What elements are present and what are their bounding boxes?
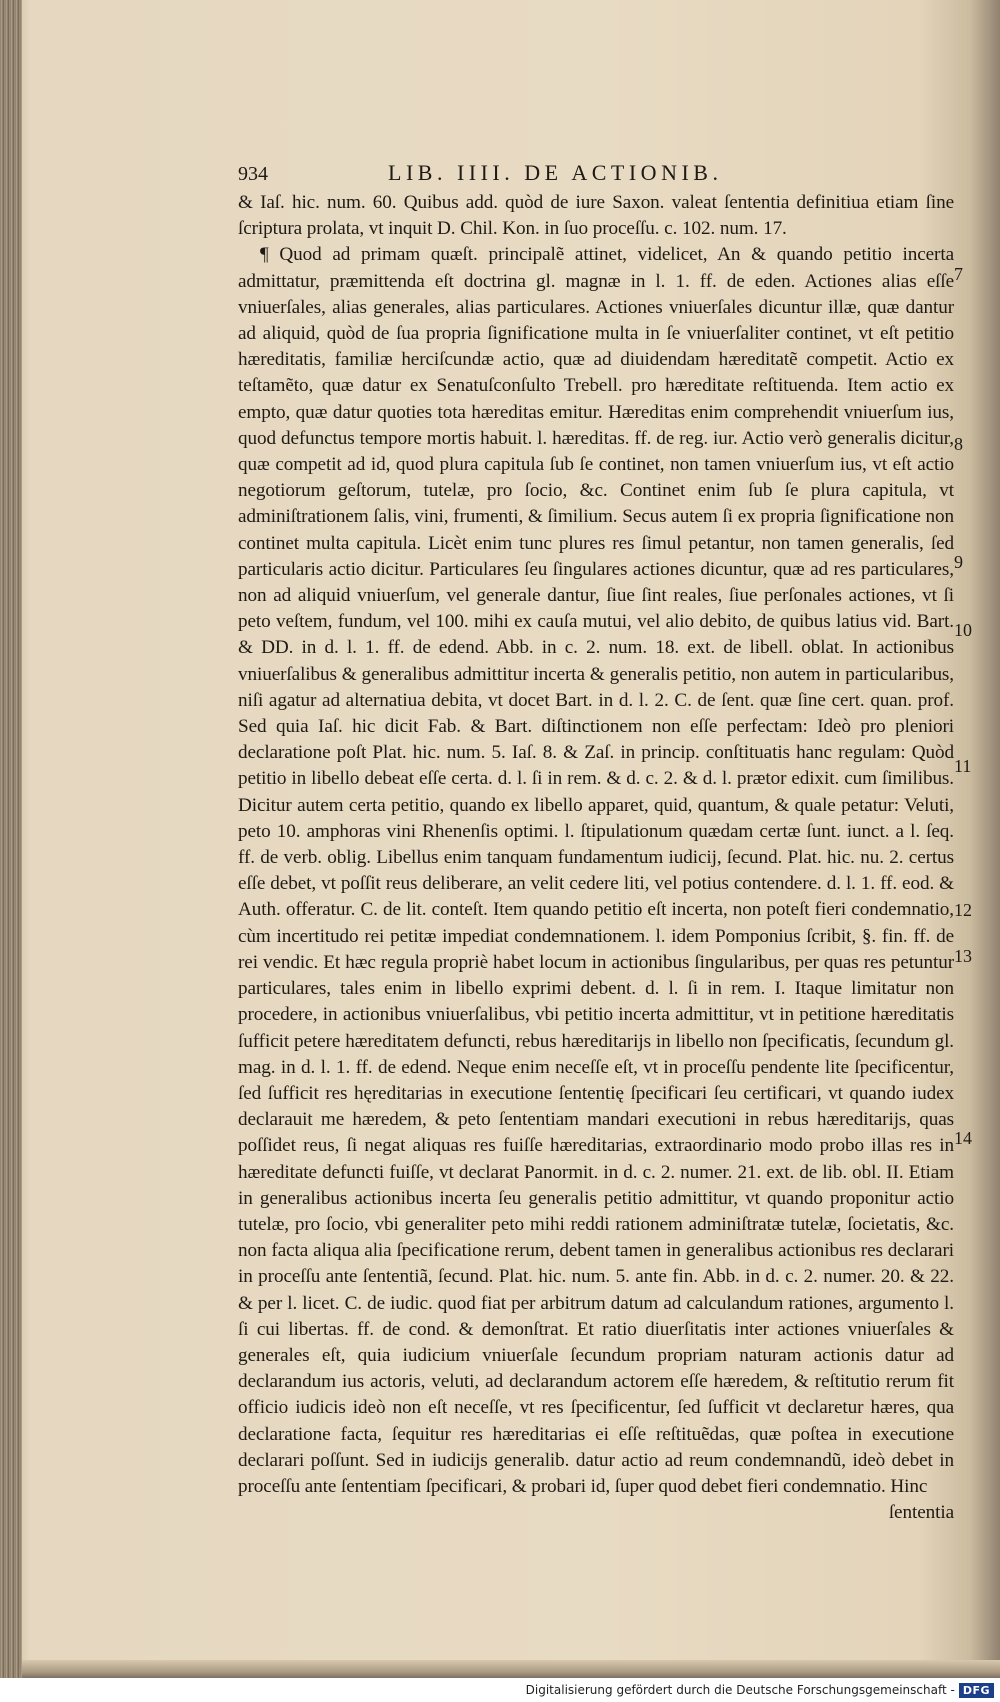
margin-number: 12 [954,900,972,920]
digitization-footer [0,1678,1000,1702]
catchword: ſententia [888,1502,954,1524]
margin-number: 10 [954,620,972,640]
margin-number: 9 [954,552,963,572]
footer-text: Digitalisierung gefördert durch die Deutsche Forschungsgemeinschaft - [525,1683,955,1697]
running-title: LIB. IIII. DE ACTIONIB. [388,160,723,185]
running-head [238,160,954,190]
dfg-logo: DFG [959,1683,994,1698]
text-block [238,160,954,1526]
margin-number: 13 [954,946,972,966]
margin-number: 8 [954,434,963,454]
margin-number: 11 [954,756,972,776]
paragraph: & Iaſ. hic. num. 60. Quibus add. quòd de iure Saxon. valeat ſententia definitiua etiam ſine ſcriptura prolata, vt inquit D. Chil. Kon. in ſuo proceſſu. c. 102. num. 17. [238,192,954,240]
paragraph: ¶ Quod ad primam quæſt. principalẽ attinet, videlicet, An & quando petitio incerta admittatur, præmittenda eſt doctrina gl. magnæ in l. 1. ff. de eden. Actiones alias eſſe vniuerſales, alias generales, alias particulares. Actiones vniuerſales dicuntur illæ, quæ dantur ad aliquid, quòd de ſua propria ſignificatione multa in ſe vniuerſaliter continet, vt eſt petitio hæreditatis, familiæ herciſcundæ actio, quæ ad diuidendam hæreditatẽ competit. Actio ex teſtamẽto, quæ datur ex Senatuſconſulto Trebell. pro hæreditate reſtituenda. Item actio ex empto, quæ datur quoties tota hæreditas emitur. Hæreditas enim comprehendit vniuerſum ius, quod defunctus tempore mortis habuit. l. hæreditas. ff. de reg. iur. Actio verò generalis dicitur, quæ competit ad id, quod plura capitula ſub ſe continet, non tamen vniuerſum ius, vt eſt actio negotiorum geſtorum, tutelæ, pro ſocio, &c. Continet enim ſub ſe plura capitula, vt adminiſtrationem ſalis, vini, frumenti, & ſimilium. Secus autem ſi ex propria ſignificatione non continet multa capitula. Licèt enim tunc plures res ſimul petantur, non tamen generalis, ſed particularis actio dicitur. Particulares ſeu ſingulares actiones dicuntur, quæ ad res particulares, non ad aliquid vniuerſum, vel generale dantur, ſiue ſint reales, ſiue perſonales actiones, vt ſi peto veſtem, fundum, vel 100. mihi ex cauſa mutui, vel alio debito, de quibus latius vid. Bart. & DD. in d. l. 1. ff. de edend. Abb. in c. 2. num. 18. ext. de libell. oblat. In actionibus vniuerſalibus & generalibus admittitur incerta & generalis petitio, non autem in particularibus, niſi agatur ad alternatiua debita, vt docet Bart. in d. l. 2. C. de ſent. quæ ſine cert. quan. prof. Sed quia Iaſ. hic dicit Fab. & Bart. diſtinctionem non eſſe perfectam: Ideò pro pleniori declaratione poſt Plat. hic. num. 5. Iaſ. 8. & Zaſ. in princip. conſtituatis hanc regulam: Quòd petitio in libello debeat eſſe certa. d. l. ſi in rem. & d. c. 2. & d. l. prætor edixit. cum ſimilibus. Dicitur autem certa petitio, quando ex libello apparet, quid, quantum, & quale petatur: Veluti, peto 10. amphoras vini Rhenenſis optimi. l. ſtipulationum quædam certæ ſunt. iunct. a l. ſeq. ff. de verb. oblig. Libellus enim tanquam fundamentum iudicij, ſecund. Plat. hic. nu. 2. certus eſſe debet, vt poſſit reus deliberare, an velit cedere liti, vel potius contendere. d. l. 1. ff. eod. & Auth. offeratur. C. de lit. conteſt. Item quando petitio eſt incerta, non poteſt fieri condemnatio, cùm incertitudo rei petitæ impediat condemnationem. l. idem Pomponius ſcribit, §. fin. ff. de rei vendic. Et hæc regula propriè habet locum in actionibus ſingularibus, per quas res petuntur particulares, tales enim in libello exprimi debent. d. l. ſi in rem. I. Itaque limitatur non procedere, in actionibus vniuerſalibus, vbi petitio incerta admittitur, vt in petitione hæreditatis ſufficit petere hæreditatem defuncti, rebus hæreditarijs in libello non ſpecificatis, ſecundum gl. mag. in d. l. 1. ff. de edend. Neque enim neceſſe eſt, vt in proceſſu pendente lite ſpecificentur, ſed ſufficit res hęreditarias in executione ſententię ſpecificari ſeu certificari, vt quando iudex declarauit me hæredem, & peto ſententiam mandari executioni in rebus hæreditarijs, quas poſſidet reus, ſi negat aliquas res fuiſſe hæreditarias, extraordinario modo probo illas res in hæreditate defuncti fuiſſe, vt declarat Panormit. in d. c. 2. numer. 21. ext. de lib. obl. II. Etiam in generalibus actionibus incerta ſeu generalis petitio admittitur, vt quando proponitur actio tutelæ, pro ſocio, vbi generaliter peto mihi reddi rationem adminiſtratæ tutelæ, ſocietatis, &c. non facta aliqua alia ſpecificatione rerum, debent tamen in generalibus actionibus res declarari in proceſſu ante ſententiã, ſecund. Plat. hic. num. 5. ante fin. Abb. in d. c. 2. numer. 20. & 22. & per l. licet. C. de iudic. quod fiat per arbitrum datum ad calculandum rationes, argumento l. ſi cui libertas. ff. de cond. & demonſtrat. Et ratio diuerſitatis inter actiones vniuerſales & generales eſt, quia iudicium vniuerſale ſecundum propriam naturam actionis datur ad declarandum ius actoris, veluti, ad declarandum actorem eſſe hæredem, & reſtitutio rerum fit officio iudicis ideò non eſt neceſſe, vt res ſpecificentur, ſed ſufficit vt declaretur hæres, qua declaratione facta, ſequitur res hæreditarias ei eſſe reſtituẽdas, quæ poſtea in executione declarari poſſunt. Sed in iudicijs generalib. datur actio ad reum condemnandũ, ideò debet in proceſſu ante ſententiam ſpecificari, & probari id, ſuper quod debet fieri condemnatio. Hinc [238,244,954,1497]
margin-number: 7 [954,264,963,284]
page-edge [0,0,22,1678]
page-number: 934 [238,163,268,185]
page-bottom-edge [22,1660,1000,1678]
margin-number: 14 [954,1128,972,1148]
